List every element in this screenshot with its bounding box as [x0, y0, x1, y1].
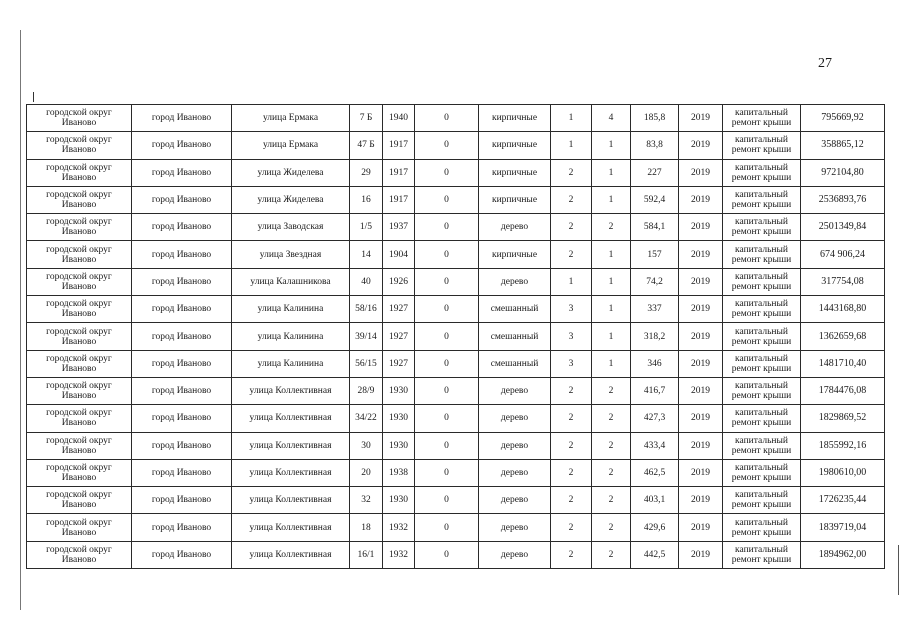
year-built-cell: 1917: [383, 132, 415, 159]
wall-material-cell: смешанный: [479, 350, 551, 377]
zero-value-cell: 0: [415, 105, 479, 132]
cost-cell: 1362659,68: [801, 323, 885, 350]
entrances-cell: 1: [592, 323, 631, 350]
scan-margin-mark: [33, 92, 34, 102]
street-cell: улица Ермака: [232, 105, 350, 132]
house-number-cell: 1/5: [350, 214, 383, 241]
entrances-cell: 2: [592, 541, 631, 568]
page-number: 27: [818, 56, 832, 71]
municipality-cell: городской округ Иваново: [27, 432, 132, 459]
year-built-cell: 1904: [383, 241, 415, 268]
work-type-cell: капитальный ремонт крыши: [723, 541, 801, 568]
table-row: [27, 487, 885, 514]
floors-cell: 3: [551, 323, 592, 350]
year-built-cell: 1926: [383, 268, 415, 295]
area-cell: 592,4: [631, 186, 679, 213]
house-number-cell: 16: [350, 186, 383, 213]
wall-material-cell: дерево: [479, 459, 551, 486]
floors-cell: 1: [551, 105, 592, 132]
work-type-cell: капитальный ремонт крыши: [723, 459, 801, 486]
house-number-cell: 39/14: [350, 323, 383, 350]
work-type-cell: капитальный ремонт крыши: [723, 186, 801, 213]
house-number-cell: 20: [350, 459, 383, 486]
street-cell: улица Коллективная: [232, 487, 350, 514]
plan-year-cell: 2019: [679, 241, 723, 268]
house-number-cell: 30: [350, 432, 383, 459]
table-row: [27, 514, 885, 541]
street-cell: улица Звездная: [232, 241, 350, 268]
wall-material-cell: смешанный: [479, 323, 551, 350]
wall-material-cell: смешанный: [479, 296, 551, 323]
house-number-cell: 47 Б: [350, 132, 383, 159]
municipality-cell: городской округ Иваново: [27, 459, 132, 486]
work-type-cell: капитальный ремонт крыши: [723, 132, 801, 159]
floors-cell: 2: [551, 459, 592, 486]
wall-material-cell: дерево: [479, 268, 551, 295]
municipality-cell: городской округ Иваново: [27, 268, 132, 295]
entrances-cell: 1: [592, 186, 631, 213]
year-built-cell: 1930: [383, 487, 415, 514]
cost-cell: 1829869,52: [801, 405, 885, 432]
zero-value-cell: 0: [415, 296, 479, 323]
zero-value-cell: 0: [415, 350, 479, 377]
city-cell: город Иваново: [132, 514, 232, 541]
work-type-cell: капитальный ремонт крыши: [723, 296, 801, 323]
wall-material-cell: кирпичные: [479, 105, 551, 132]
area-cell: 337: [631, 296, 679, 323]
city-cell: город Иваново: [132, 105, 232, 132]
cost-cell: 972104,80: [801, 159, 885, 186]
scan-margin-line: [20, 30, 21, 610]
table-row: [27, 241, 885, 268]
wall-material-cell: дерево: [479, 405, 551, 432]
table-row: [27, 459, 885, 486]
year-built-cell: 1930: [383, 432, 415, 459]
city-cell: город Иваново: [132, 241, 232, 268]
street-cell: улица Коллективная: [232, 514, 350, 541]
wall-material-cell: кирпичные: [479, 132, 551, 159]
street-cell: улица Коллективная: [232, 459, 350, 486]
street-cell: улица Коллективная: [232, 377, 350, 404]
floors-cell: 2: [551, 241, 592, 268]
plan-year-cell: 2019: [679, 186, 723, 213]
street-cell: улица Калинина: [232, 350, 350, 377]
table-row: [27, 159, 885, 186]
cost-cell: 2501349,84: [801, 214, 885, 241]
wall-material-cell: дерево: [479, 432, 551, 459]
table-row: [27, 541, 885, 568]
plan-year-cell: 2019: [679, 323, 723, 350]
house-number-cell: 29: [350, 159, 383, 186]
city-cell: город Иваново: [132, 132, 232, 159]
municipality-cell: городской округ Иваново: [27, 377, 132, 404]
house-number-cell: 28/9: [350, 377, 383, 404]
city-cell: город Иваново: [132, 186, 232, 213]
year-built-cell: 1938: [383, 459, 415, 486]
municipality-cell: городской округ Иваново: [27, 323, 132, 350]
area-cell: 433,4: [631, 432, 679, 459]
work-type-cell: капитальный ремонт крыши: [723, 268, 801, 295]
area-cell: 442,5: [631, 541, 679, 568]
wall-material-cell: дерево: [479, 541, 551, 568]
entrances-cell: 2: [592, 487, 631, 514]
cost-cell: 1894962,00: [801, 541, 885, 568]
cost-cell: 1839719,04: [801, 514, 885, 541]
house-number-cell: 16/1: [350, 541, 383, 568]
plan-year-cell: 2019: [679, 432, 723, 459]
entrances-cell: 1: [592, 350, 631, 377]
plan-year-cell: 2019: [679, 514, 723, 541]
city-cell: город Иваново: [132, 405, 232, 432]
year-built-cell: 1927: [383, 323, 415, 350]
work-type-cell: капитальный ремонт крыши: [723, 432, 801, 459]
zero-value-cell: 0: [415, 186, 479, 213]
city-cell: город Иваново: [132, 268, 232, 295]
entrances-cell: 4: [592, 105, 631, 132]
house-number-cell: 7 Б: [350, 105, 383, 132]
entrances-cell: 2: [592, 214, 631, 241]
year-built-cell: 1917: [383, 159, 415, 186]
area-cell: 429,6: [631, 514, 679, 541]
table-row: [27, 377, 885, 404]
plan-year-cell: 2019: [679, 159, 723, 186]
house-number-cell: 32: [350, 487, 383, 514]
area-cell: 416,7: [631, 377, 679, 404]
entrances-cell: 2: [592, 377, 631, 404]
house-number-cell: 40: [350, 268, 383, 295]
street-cell: улица Калинина: [232, 296, 350, 323]
municipality-cell: городской округ Иваново: [27, 186, 132, 213]
floors-cell: 2: [551, 377, 592, 404]
street-cell: улица Жиделева: [232, 186, 350, 213]
work-type-cell: капитальный ремонт крыши: [723, 241, 801, 268]
year-built-cell: 1932: [383, 514, 415, 541]
city-cell: город Иваново: [132, 432, 232, 459]
table-row: [27, 186, 885, 213]
city-cell: город Иваново: [132, 350, 232, 377]
table-body: [27, 105, 885, 569]
floors-cell: 2: [551, 186, 592, 213]
zero-value-cell: 0: [415, 541, 479, 568]
plan-year-cell: 2019: [679, 350, 723, 377]
cost-cell: 317754,08: [801, 268, 885, 295]
municipality-cell: городской округ Иваново: [27, 350, 132, 377]
plan-year-cell: 2019: [679, 214, 723, 241]
work-type-cell: капитальный ремонт крыши: [723, 377, 801, 404]
table-row: [27, 350, 885, 377]
work-type-cell: капитальный ремонт крыши: [723, 514, 801, 541]
cost-cell: 674 906,24: [801, 241, 885, 268]
floors-cell: 3: [551, 296, 592, 323]
floors-cell: 2: [551, 214, 592, 241]
houses-table-container: [26, 104, 885, 569]
work-type-cell: капитальный ремонт крыши: [723, 323, 801, 350]
work-type-cell: капитальный ремонт крыши: [723, 214, 801, 241]
cost-cell: 1980610,00: [801, 459, 885, 486]
entrances-cell: 2: [592, 514, 631, 541]
floors-cell: 2: [551, 432, 592, 459]
cost-cell: 1481710,40: [801, 350, 885, 377]
city-cell: город Иваново: [132, 487, 232, 514]
floors-cell: 1: [551, 132, 592, 159]
table-row: [27, 105, 885, 132]
cost-cell: 1855992,16: [801, 432, 885, 459]
year-built-cell: 1940: [383, 105, 415, 132]
municipality-cell: городской округ Иваново: [27, 214, 132, 241]
zero-value-cell: 0: [415, 432, 479, 459]
plan-year-cell: 2019: [679, 296, 723, 323]
area-cell: 74,2: [631, 268, 679, 295]
area-cell: 318,2: [631, 323, 679, 350]
entrances-cell: 1: [592, 159, 631, 186]
wall-material-cell: кирпичные: [479, 186, 551, 213]
year-built-cell: 1930: [383, 377, 415, 404]
zero-value-cell: 0: [415, 377, 479, 404]
scan-margin-mark: [898, 545, 899, 595]
zero-value-cell: 0: [415, 487, 479, 514]
house-number-cell: 18: [350, 514, 383, 541]
street-cell: улица Калашникова: [232, 268, 350, 295]
floors-cell: 1: [551, 268, 592, 295]
cost-cell: 358865,12: [801, 132, 885, 159]
plan-year-cell: 2019: [679, 132, 723, 159]
municipality-cell: городской округ Иваново: [27, 541, 132, 568]
area-cell: 227: [631, 159, 679, 186]
work-type-cell: капитальный ремонт крыши: [723, 350, 801, 377]
wall-material-cell: дерево: [479, 487, 551, 514]
zero-value-cell: 0: [415, 514, 479, 541]
table-row: [27, 214, 885, 241]
municipality-cell: городской округ Иваново: [27, 405, 132, 432]
cost-cell: 795669,92: [801, 105, 885, 132]
year-built-cell: 1927: [383, 350, 415, 377]
floors-cell: 2: [551, 487, 592, 514]
wall-material-cell: кирпичные: [479, 159, 551, 186]
area-cell: 185,8: [631, 105, 679, 132]
zero-value-cell: 0: [415, 405, 479, 432]
street-cell: улица Коллективная: [232, 432, 350, 459]
zero-value-cell: 0: [415, 159, 479, 186]
plan-year-cell: 2019: [679, 487, 723, 514]
year-built-cell: 1932: [383, 541, 415, 568]
municipality-cell: городской округ Иваново: [27, 105, 132, 132]
plan-year-cell: 2019: [679, 105, 723, 132]
year-built-cell: 1930: [383, 405, 415, 432]
cost-cell: 1726235,44: [801, 487, 885, 514]
table-row: [27, 268, 885, 295]
street-cell: улица Заводская: [232, 214, 350, 241]
city-cell: город Иваново: [132, 377, 232, 404]
plan-year-cell: 2019: [679, 405, 723, 432]
area-cell: 346: [631, 350, 679, 377]
floors-cell: 2: [551, 405, 592, 432]
plan-year-cell: 2019: [679, 377, 723, 404]
table-row: [27, 405, 885, 432]
city-cell: город Иваново: [132, 214, 232, 241]
area-cell: 462,5: [631, 459, 679, 486]
floors-cell: 2: [551, 514, 592, 541]
zero-value-cell: 0: [415, 214, 479, 241]
area-cell: 427,3: [631, 405, 679, 432]
work-type-cell: капитальный ремонт крыши: [723, 405, 801, 432]
cost-cell: 1784476,08: [801, 377, 885, 404]
year-built-cell: 1937: [383, 214, 415, 241]
city-cell: город Иваново: [132, 159, 232, 186]
year-built-cell: 1917: [383, 186, 415, 213]
work-type-cell: капитальный ремонт крыши: [723, 487, 801, 514]
city-cell: город Иваново: [132, 541, 232, 568]
street-cell: улица Калинина: [232, 323, 350, 350]
street-cell: улица Коллективная: [232, 405, 350, 432]
area-cell: 157: [631, 241, 679, 268]
cost-cell: 1443168,80: [801, 296, 885, 323]
cost-cell: 2536893,76: [801, 186, 885, 213]
wall-material-cell: дерево: [479, 377, 551, 404]
year-built-cell: 1927: [383, 296, 415, 323]
municipality-cell: городской округ Иваново: [27, 132, 132, 159]
municipality-cell: городской округ Иваново: [27, 514, 132, 541]
area-cell: 83,8: [631, 132, 679, 159]
municipality-cell: городской округ Иваново: [27, 487, 132, 514]
plan-year-cell: 2019: [679, 268, 723, 295]
entrances-cell: 2: [592, 432, 631, 459]
zero-value-cell: 0: [415, 268, 479, 295]
entrances-cell: 1: [592, 268, 631, 295]
area-cell: 403,1: [631, 487, 679, 514]
house-number-cell: 58/16: [350, 296, 383, 323]
city-cell: город Иваново: [132, 323, 232, 350]
house-number-cell: 14: [350, 241, 383, 268]
city-cell: город Иваново: [132, 459, 232, 486]
zero-value-cell: 0: [415, 323, 479, 350]
table-row: [27, 132, 885, 159]
work-type-cell: капитальный ремонт крыши: [723, 159, 801, 186]
house-number-cell: 34/22: [350, 405, 383, 432]
zero-value-cell: 0: [415, 132, 479, 159]
wall-material-cell: дерево: [479, 214, 551, 241]
entrances-cell: 1: [592, 132, 631, 159]
street-cell: улица Жиделева: [232, 159, 350, 186]
house-number-cell: 56/15: [350, 350, 383, 377]
table-row: [27, 296, 885, 323]
zero-value-cell: 0: [415, 241, 479, 268]
zero-value-cell: 0: [415, 459, 479, 486]
work-type-cell: капитальный ремонт крыши: [723, 105, 801, 132]
table-row: [27, 323, 885, 350]
entrances-cell: 1: [592, 296, 631, 323]
floors-cell: 2: [551, 159, 592, 186]
table-row: [27, 432, 885, 459]
entrances-cell: 2: [592, 405, 631, 432]
wall-material-cell: дерево: [479, 514, 551, 541]
wall-material-cell: кирпичные: [479, 241, 551, 268]
area-cell: 584,1: [631, 214, 679, 241]
municipality-cell: городской округ Иваново: [27, 241, 132, 268]
houses-table: [26, 104, 885, 569]
plan-year-cell: 2019: [679, 459, 723, 486]
plan-year-cell: 2019: [679, 541, 723, 568]
municipality-cell: городской округ Иваново: [27, 296, 132, 323]
entrances-cell: 1: [592, 241, 631, 268]
entrances-cell: 2: [592, 459, 631, 486]
city-cell: город Иваново: [132, 296, 232, 323]
floors-cell: 3: [551, 350, 592, 377]
street-cell: улица Ермака: [232, 132, 350, 159]
street-cell: улица Коллективная: [232, 541, 350, 568]
floors-cell: 2: [551, 541, 592, 568]
municipality-cell: городской округ Иваново: [27, 159, 132, 186]
